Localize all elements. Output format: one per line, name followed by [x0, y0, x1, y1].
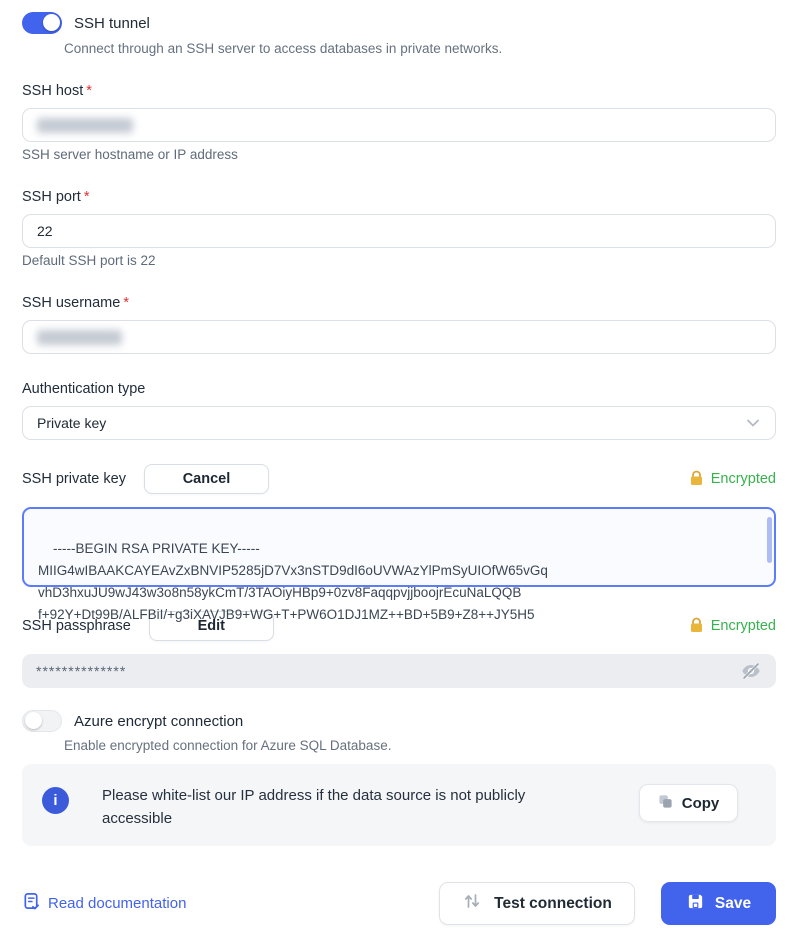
copy-icon [658, 794, 673, 813]
required-asterisk: * [123, 295, 129, 311]
ssh-private-key-textarea[interactable] [22, 507, 776, 622]
test-connection-label: Test connection [494, 894, 612, 912]
footer-actions-bar [22, 882, 776, 925]
read-documentation-label: Read documentation [48, 895, 187, 912]
save-button[interactable] [661, 882, 776, 925]
ssh-private-key-label: SSH private key [22, 471, 126, 487]
info-icon: i [42, 787, 69, 814]
ssh-tunnel-toggle[interactable] [22, 12, 62, 34]
ssh-passphrase-input-wrap [22, 654, 776, 688]
required-asterisk: * [86, 83, 92, 99]
redacted-host-value [37, 118, 133, 133]
azure-encrypt-toggle[interactable] [22, 710, 62, 732]
ssh-host-input[interactable] [22, 108, 776, 142]
edit-button[interactable]: Edit [149, 611, 274, 641]
ssh-tunnel-description: Connect through an SSH server to access databases in private networks. [64, 41, 503, 56]
ssh-tunnel-toggle-row [22, 12, 776, 34]
ssh-passphrase-label: SSH passphrase [22, 618, 131, 634]
cancel-button[interactable]: Cancel [144, 464, 269, 494]
ssh-port-label: SSH port * [22, 189, 90, 205]
azure-toggle-row [22, 710, 776, 732]
test-connection-button[interactable] [439, 882, 635, 925]
ip-whitelist-alert [22, 764, 776, 846]
auth-type-select[interactable] [22, 406, 776, 440]
ssh-username-input[interactable] [22, 320, 776, 354]
chevron-down-icon [745, 415, 761, 431]
ssh-port-input[interactable] [37, 223, 761, 239]
encrypted-badge-label: Encrypted [710, 618, 776, 634]
ssh-username-label: SSH username * [22, 295, 129, 311]
ssh-host-label: SSH host * [22, 83, 92, 99]
copy-ip-button[interactable] [639, 784, 738, 822]
read-documentation-link[interactable] [22, 892, 186, 915]
textarea-scrollbar[interactable] [767, 517, 772, 563]
ssh-host-helper: SSH server hostname or IP address [22, 147, 238, 162]
ssh-private-key-row [22, 464, 776, 494]
documentation-icon [22, 892, 41, 915]
auth-type-label: Authentication type [22, 381, 146, 397]
eye-off-icon[interactable] [739, 658, 764, 684]
ssh-port-input-wrap [22, 214, 776, 248]
ssh-private-key-value: -----BEGIN RSA PRIVATE KEY----- MIIG4wIBAAKCAYEAvZxBNVIP5285jD7Vx3nSTD9dI6oUVWAzYlPmSyUIOfW65vGq vhD3hxuJU9wJ43w3o8n58ykCmT/3TAOiyHBp9+0zv8FaqqpvjjboojrEcuNaLQQB f+92Y+Dt99B/ALFBiI/+g3iXAVJB9+WG+T+PW6O1DJ1MZ++BD+5B9+Z8++JY5H5 [38, 541, 548, 622]
lock-icon [689, 617, 704, 636]
ssh-tunnel-label: SSH tunnel [74, 14, 150, 32]
azure-encrypt-description: Enable encrypted connection for Azure SQL Database. [64, 738, 392, 753]
save-icon [686, 892, 705, 916]
save-button-label: Save [714, 894, 752, 912]
copy-button-label: Copy [681, 794, 720, 812]
ssh-passphrase-input[interactable] [36, 663, 739, 679]
ssh-port-helper: Default SSH port is 22 [22, 253, 156, 268]
auth-type-selected-value: Private key [37, 415, 107, 431]
azure-encrypt-label: Azure encrypt connection [74, 712, 244, 730]
lock-icon [689, 470, 704, 489]
encrypted-badge [689, 470, 776, 489]
encrypted-badge-label: Encrypted [710, 471, 776, 487]
alert-message: Please white-list our IP address if the data source is not publicly accessible [102, 787, 526, 827]
redacted-username-value [37, 330, 122, 345]
arrows-up-down-icon [462, 891, 482, 916]
encrypted-badge [689, 617, 776, 636]
required-asterisk: * [83, 189, 90, 205]
